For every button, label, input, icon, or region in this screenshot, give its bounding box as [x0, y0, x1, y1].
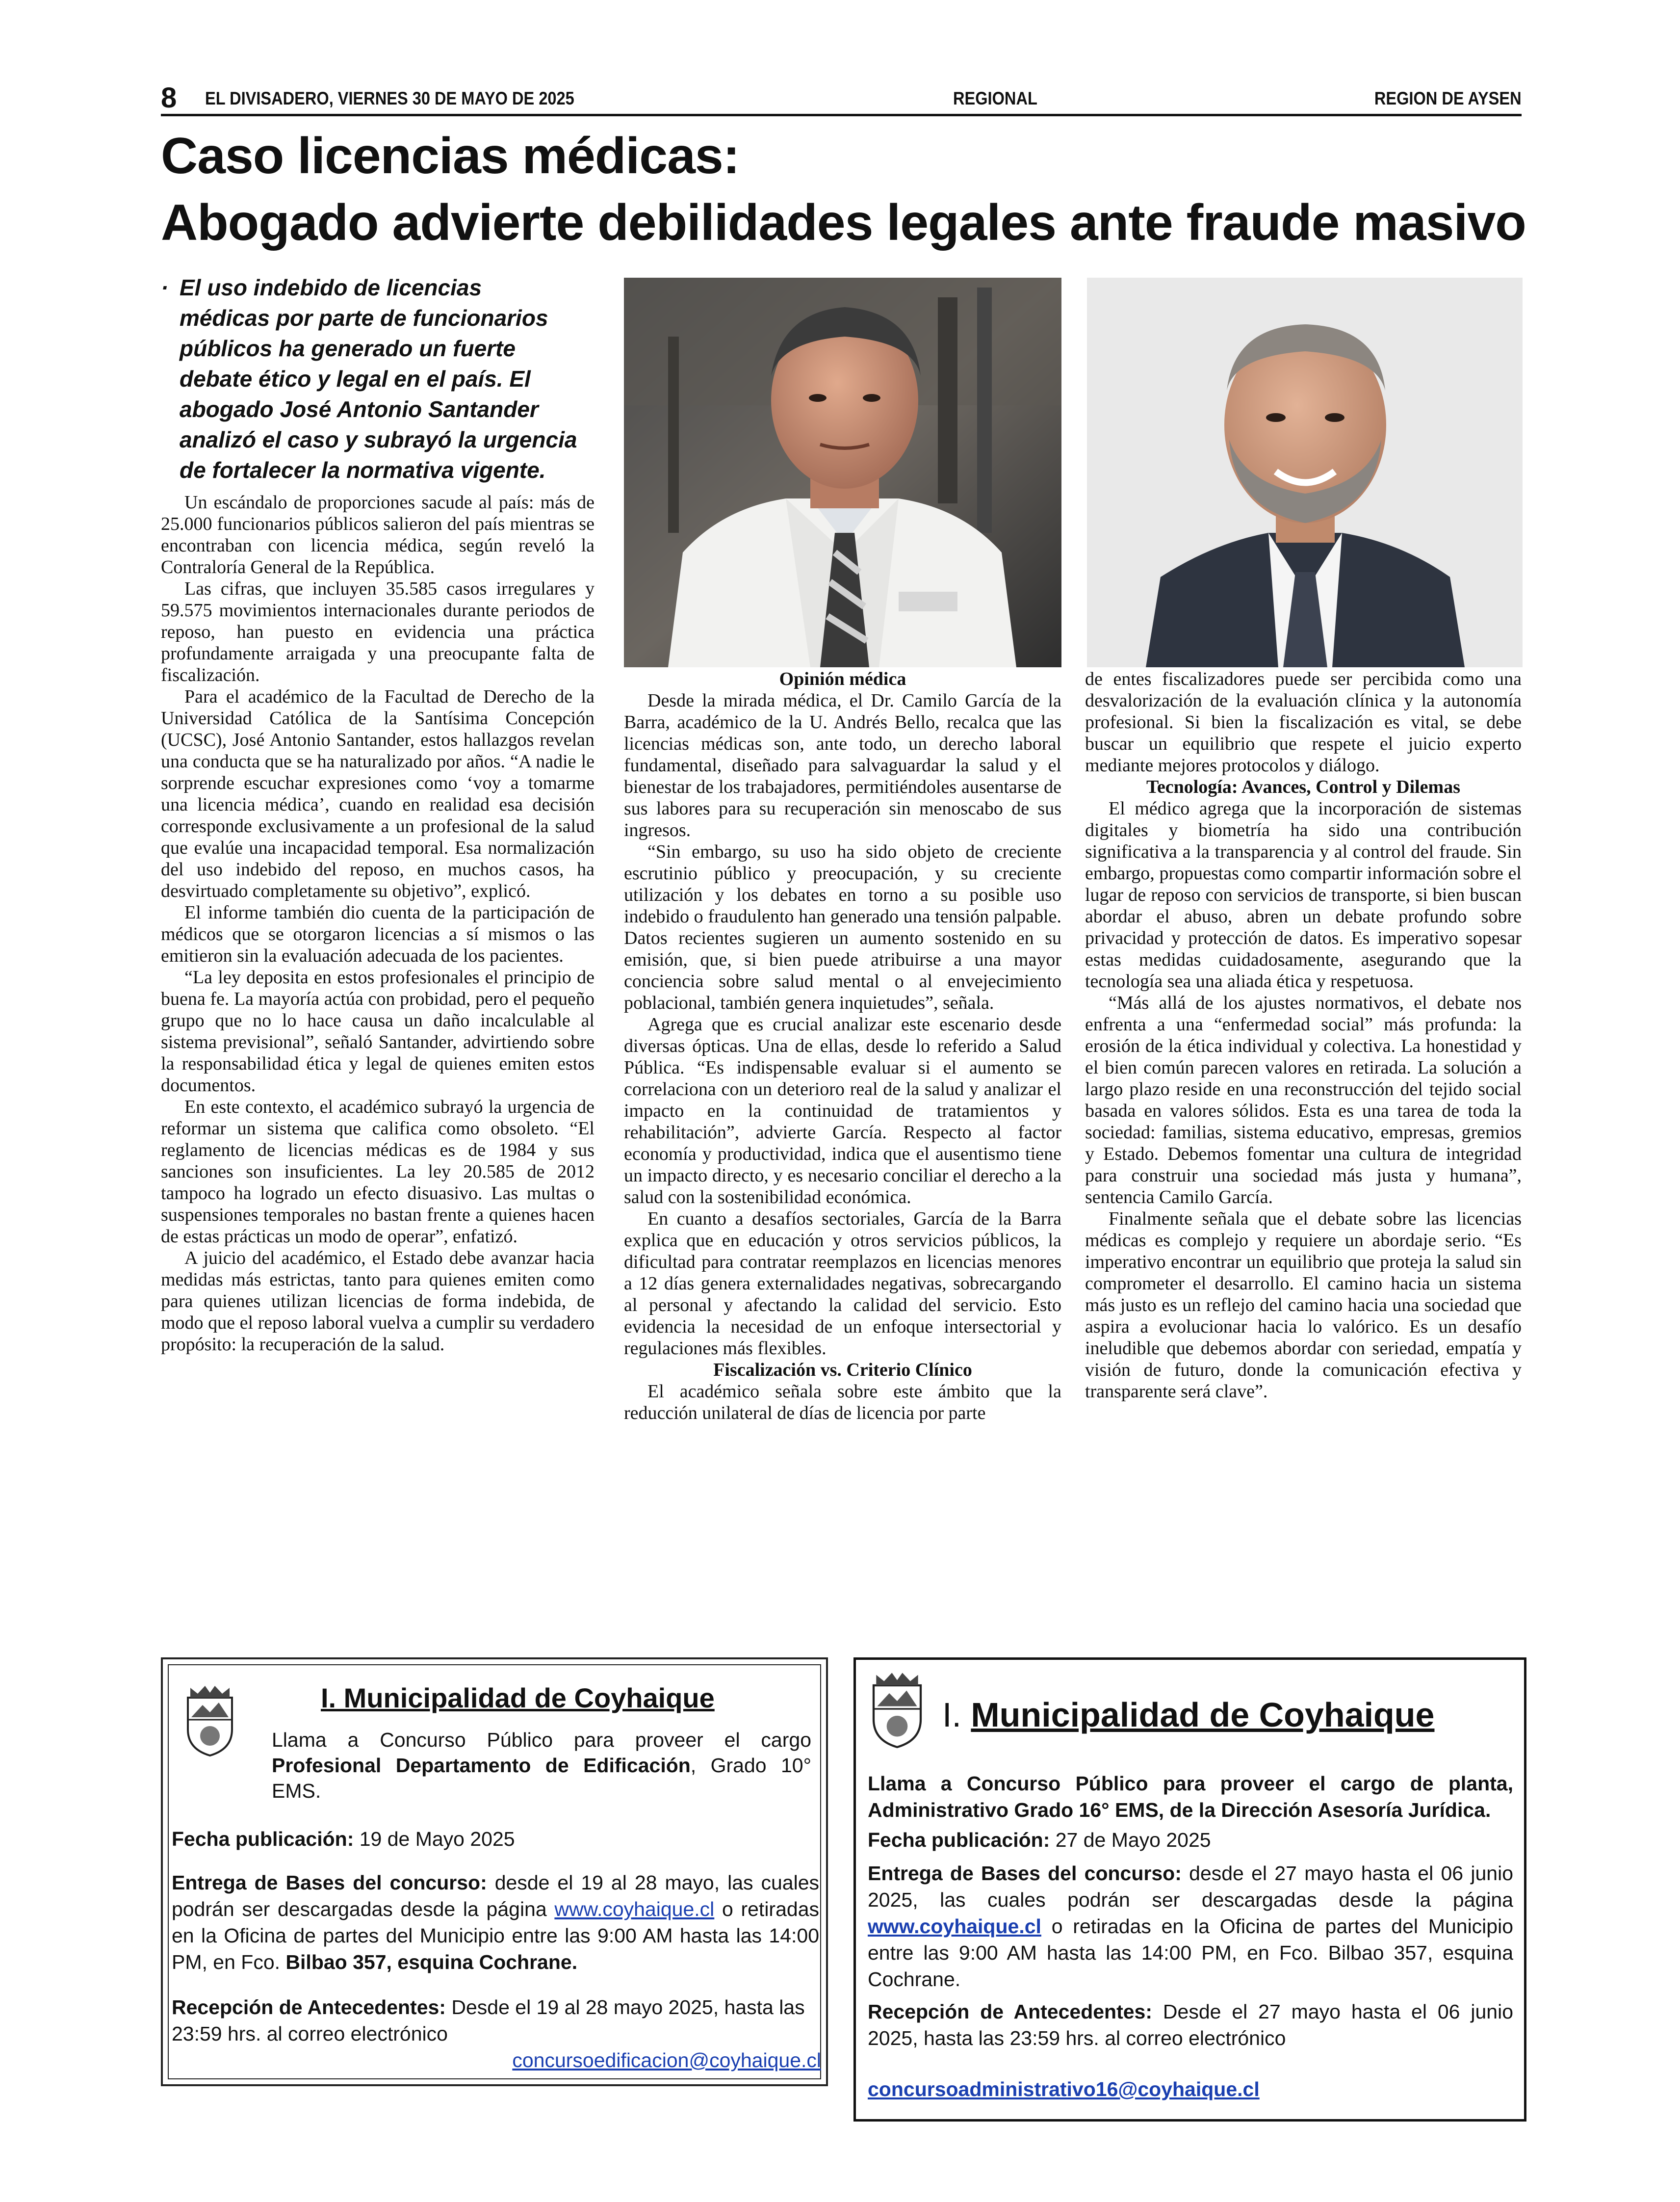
- ad2-title-prefix: I.: [942, 1696, 971, 1734]
- lead-bullet: ·: [161, 275, 169, 300]
- doctor-portrait-image: [624, 278, 1061, 667]
- paragraph: En este contexto, el académico subrayó la urgencia de reformar un sistema que califica como obsoleto. “El reglamento de licencias médicas es de 1984 y sus sanciones son insuficientes. La ley 20.585 de 2012 tampoco ha logrado un efecto disuasivo. Las multas o suspensiones temporales no bastan frente a quienes hacen de estas prácticas un modo de operar”, enfatizó.: [161, 1097, 594, 1247]
- ad2-bases: [868, 1860, 1513, 1992]
- ad1-bases-label: Entrega de Bases del concurso:: [172, 1871, 487, 1894]
- region-label: REGION DE AYSEN: [1374, 88, 1522, 108]
- newspaper-date: EL DIVISADERO, VIERNES 30 DE MAYO DE 2025: [205, 88, 574, 108]
- ad1-reception: [172, 1994, 819, 2047]
- ad2-recep-label: Recepción de Antecedentes:: [868, 2000, 1152, 2023]
- ad2-reception: [868, 1998, 1513, 2051]
- ad2-website-link[interactable]: www.coyhaique.cl: [868, 1915, 1041, 1938]
- paragraph: Las cifras, que incluyen 35.585 casos irregulares y 59.575 movimientos internacionales durante periodos de reposo, han puesto en evidencia una práctica profundamente arraigada y una preocupante falta de fiscalización.: [161, 578, 594, 685]
- ad1-pub-date: [172, 1826, 515, 1852]
- subheading-opinion-medica: Opinión médica: [779, 669, 906, 689]
- ad1-call: [272, 1727, 811, 1804]
- paragraph: En cuanto a desafíos sectoriales, García de la Barra explica que en educación y otros servicios públicos, la dificultad para contratar reemplazos en licencias menores a 12 días genera externalidades negativas, sobrecargando al personal y afectando la calidad del servicio. Esto evidencia la necesidad de un enfoque intersectorial y regulaciones más flexibles.: [624, 1208, 1061, 1359]
- paragraph: El médico agrega que la incorporación de sistemas digitales y biometría ha sido una contribución significativa a la transparencia y al control del fraude. Sin embargo, propuestas como compartir información sobre el lugar de reposo con servicios de transporte, si bien buscan abordar el abuso, abren un debate profundo sobre privacidad y protección de datos. Es imperativo sopesar estas medidas cuidadosamente, asegurando que la tecnología sea una aliada ética y respetuosa.: [1085, 798, 1522, 992]
- paragraph: El informe también dio cuenta de la participación de médicos que se otorgaron licencias a sí mismos o las emitieron sin la evaluación adecuada de los pacientes.: [161, 902, 594, 966]
- ad1-recep-label: Recepción de Antecedentes:: [172, 1996, 446, 2018]
- ad2-recep-text: Desde el 27 mayo hasta el 06 junio 2025, hasta las 23:59 hrs. al correo electrónico: [868, 2000, 1513, 2049]
- ad1-bases-text: desde el 19 al 28 mayo, las cuales podrán ser descargadas desde la página: [172, 1871, 820, 1920]
- paragraph: “Más allá de los ajustes normativos, el debate nos enfrenta a una “enfermedad social” más profunda: la erosión de la ética individual y colectiva. La honestidad y el bien común parecen valores en retirada. La solución a largo plazo reside en una reconstrucción del tejido social basada en valores sólidos. Esta es una tarea de toda la sociedad: familias, sistema educativo, empresas, gremios y Estado. Debemos fomentar una cultura de integridad para construir una sociedad más justa y humana”, sentencia Camilo García.: [1085, 993, 1522, 1207]
- paragraph: Un escándalo de proporciones sacude al país: más de 25.000 funcionarios públicos salieron del país mientras se encontraban con licencia médica, según reveló la Contraloría General de la República.: [161, 492, 594, 577]
- article-column-2: [624, 668, 1061, 1424]
- ad2-call: Llama a Concurso Público para proveer el cargo de planta, Administrativo Grado 16° EMS, de la Dirección Asesoría Jurídica.: [868, 1772, 1513, 1821]
- ad1-email-link[interactable]: concursoedificacion@coyhaique.cl: [512, 2049, 821, 2071]
- ad1-bases: [172, 1869, 819, 1975]
- page-header: [161, 84, 1522, 116]
- lead-text: El uso indebido de licencias médicas por parte de funcionarios públicos ha generado un fuerte debate ético y legal en el país. El abogado José Antonio Santander analizó el caso y subrayó la urgencia de fortalecer la normativa vigente.: [180, 275, 577, 483]
- paragraph: A juicio del académico, el Estado debe avanzar hacia medidas más estrictas, tanto para quienes emiten como para quienes utilizan licencias de forma indebida, de modo que el reposo laboral vuelva a cumplir su verdadero propósito: la recuperación de la salud.: [161, 1248, 594, 1355]
- ad1-call-prefix: Llama a Concurso Público para proveer el cargo: [272, 1729, 811, 1751]
- paragraph: Finalmente señala que el debate sobre las licencias médicas es complejo y requiere un abordaje serio. “Es imperativo encontrar un equilibrio que proteja la salud sin comprometer el desarrollo. El camino hacia un sistema más justo es un reflejo del camino hacia una sociedad que aspira a evolucionar hacia lo valórico. Es un desafío ineludible que debemos abordar con seriedad, empatía y visión de futuro, donde la comunicación efectiva y transparente será clave”.: [1085, 1208, 1522, 1402]
- ad1-recep-text: Desde el 19 al 28 mayo 2025, hasta las 23:59 hrs. al correo electrónico: [172, 1996, 805, 2045]
- ad1-position-rest: , Grado 10° EMS.: [272, 1754, 811, 1802]
- headline: [161, 123, 1529, 256]
- municipal-ad-2: [853, 1657, 1526, 2122]
- ad1-pub-value: 19 de Mayo 2025: [354, 1828, 515, 1850]
- ad2-email-link[interactable]: concursoadministrativo16@coyhaique.cl: [868, 2078, 1260, 2100]
- paragraph: Desde la mirada médica, el Dr. Camilo García de la Barra, académico de la U. Andrés Bello, recalca que las licencias médicas son, ante todo, un derecho laboral fundamental, diseñado para salvaguardar la salud y el bienestar de los trabajadores, permitiéndoles ausentarse de sus labores para su recuperación sin menoscabo de sus ingresos.: [624, 690, 1061, 840]
- ad2-pub-date: [868, 1827, 1211, 1853]
- municipal-ad-1: [161, 1657, 828, 2086]
- ad1-position: Profesional Departamento de Edificación: [272, 1754, 691, 1777]
- paragraph: Para el académico de la Facultad de Derecho de la Universidad Católica de la Santísima Concepción (UCSC), José Antonio Santander, estos hallazgos revelan una conducta que se ha naturalizado por años. “A nadie le sorprende escuchar expresiones como ‘voy a tomarme una licencia médica’, cuando en realidad esa decisión corresponde exclusivamente a un profesional de la salud que evalúe una incapacidad temporal. Esa normalización del uso indebido del reposo, en muchos casos, ha desvirtuado completamente su objetivo”, explicó.: [161, 686, 594, 901]
- subheading-fiscalizacion: Fiscalización vs. Criterio Clínico: [713, 1360, 972, 1380]
- paragraph: “La ley deposita en estos profesionales el principio de buena fe. La mayoría actúa con probidad, pero el pequeño grupo que no lo hace causa un daño incalculable al sistema previsional”, señaló Santander, advirtiendo sobre la responsabilidad ética y legal de quienes emiten estos documentos.: [161, 967, 594, 1096]
- ad1-title: I. Municipalidad de Coyhaique: [321, 1682, 715, 1713]
- article-column-3: [1085, 668, 1522, 1402]
- ad2-pub-value: 27 de Mayo 2025: [1050, 1829, 1211, 1851]
- coat-of-arms-icon: [181, 1683, 239, 1756]
- paragraph: “Sin embargo, su uso ha sido objeto de creciente escrutinio público y preocupación, y su creciente utilización y los debates en torno a su posible uso indebido o fraudulento han generado una tensión palpable. Datos recientes sugieren un aumento sostenido en su emisión, que, si bien puede atribuirse a una mayor conciencia sobre salud mental o al envejecimiento poblacional, también genera inquietudes”, señala.: [624, 841, 1061, 1013]
- paragraph-continuation: de entes fiscalizadores puede ser percibida como una desvalorización de la evaluación clínica y la autonomía profesional. Si bien la fiscalización es vital, se debe buscar un equilibrio que respete el juicio experto mediante mejores protocolos y diálogo.: [1085, 669, 1522, 776]
- lead-paragraph: [161, 272, 578, 485]
- photo-doctor: [624, 278, 1061, 667]
- section-label: REGIONAL: [953, 88, 1037, 108]
- article-column-1: [161, 492, 594, 1355]
- ad1-bases-text2: o retiradas en la Oficina de partes del Municipio entre las 9:00 AM hasta las 14:00 PM, en Fco.: [172, 1898, 819, 1973]
- page-number: 8: [161, 82, 177, 114]
- ad2-bases-text: desde el 27 mayo hasta el 06 junio 2025, las cuales podrán ser descargadas desde la página: [868, 1862, 1513, 1911]
- paragraph: Agrega que es crucial analizar este escenario desde diversas ópticas. Una de ellas, desde lo referido a Salud Pública. “Es indispensable evaluar si el aumento se correlaciona con un deterioro real de la salud y analizar el impacto en la continuidad de tratamientos y rehabilitación”, advierte García. Respecto al factor economía y productividad, indica que el ausentismo tiene un impacto directo, y es necesario conciliar el derecho a la salud con la sostenibilidad económica.: [624, 1014, 1061, 1207]
- ad2-bases-label: Entrega de Bases del concurso:: [868, 1862, 1182, 1885]
- ad2-title-text: Municipalidad de Coyhaique: [971, 1696, 1435, 1734]
- subheading-tecnologia: Tecnología: Avances, Control y Dilemas: [1146, 777, 1460, 797]
- ad2-bases-text2: o retiradas en la Oficina de partes del Municipio entre las 9:00 AM hasta las 14:00 PM, en Fco. Bilbao 357, esquina Cochrane.: [868, 1915, 1513, 1991]
- headline-line-2: Abogado advierte debilidades legales ante fraude masivo: [161, 194, 1526, 251]
- ad1-address: Bilbao 357, esquina Cochrane.: [285, 1951, 578, 1973]
- ad1-pub-label: Fecha publicación:: [172, 1828, 354, 1850]
- photo-lawyer: [1087, 278, 1523, 667]
- ad1-website-link[interactable]: www.coyhaique.cl: [554, 1898, 715, 1920]
- ad2-pub-label: Fecha publicación:: [868, 1829, 1050, 1851]
- lawyer-portrait-image: [1087, 278, 1523, 667]
- paragraph: El académico señala sobre este ámbito que la reducción unilateral de días de licencia por parte: [624, 1381, 1061, 1423]
- coat-of-arms-icon: [866, 1670, 929, 1748]
- headline-line-1: Caso licencias médicas:: [161, 128, 740, 184]
- ad2-title: [942, 1695, 1434, 1734]
